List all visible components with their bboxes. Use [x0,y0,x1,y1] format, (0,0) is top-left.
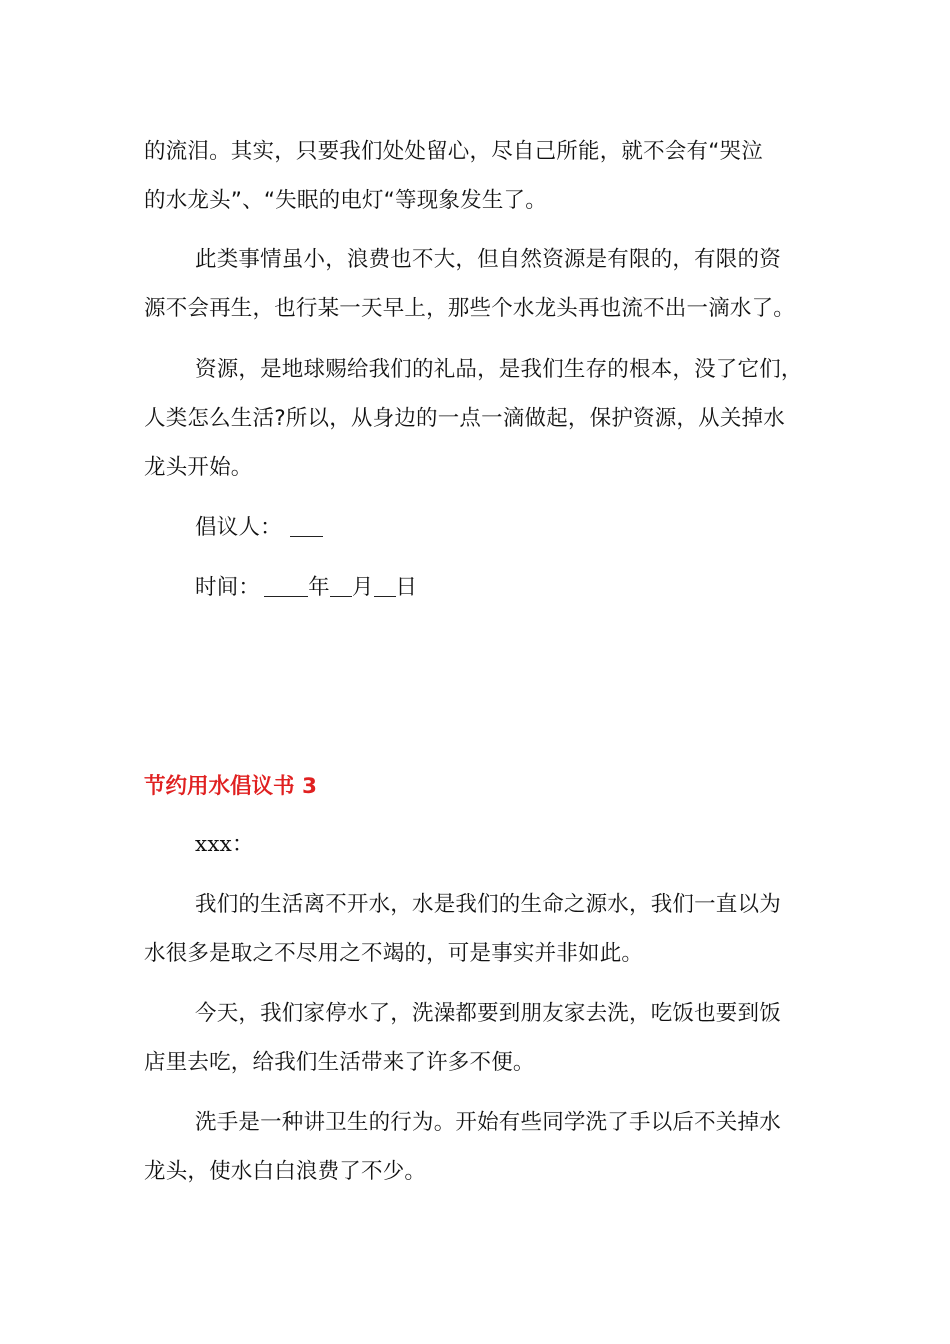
paragraph-line: 今天，我们家停水了，洗澡都要到朋友家去洗，吃饭也要到饭 [195,1001,781,1026]
paragraph-line: 水很多是取之不尽用之不竭的，可是事实并非如此。 [144,941,644,966]
paragraph-line: 龙头，使水白白浪费了不少。 [144,1159,427,1184]
paragraph-line: 的流泪。其实，只要我们处处留心，尽自己所能，就不会有“哭泣 [144,139,763,164]
paragraph-1 [144,127,814,225]
paragraph-line: 我们的生活离不开水，水是我们的生命之源水，我们一直以为 [195,892,781,917]
month-blank [330,572,352,597]
salutation [144,820,814,869]
paragraph-5 [144,989,814,1087]
paragraph-line: 店里去吃，给我们生活带来了许多不便。 [144,1050,535,1075]
year-blank [264,572,308,597]
paragraph-2 [144,235,814,333]
paragraph-line: 龙头开始。 [144,455,253,480]
proposer-line [144,503,814,552]
paragraph-4 [144,880,814,978]
proposer-blank [290,512,323,537]
paragraph-line: 人类怎么生活?所以，从身边的一点一滴做起，保护资源，从关掉水 [144,406,785,431]
month-label: 月 [351,575,374,600]
day-label: 日 [395,575,418,600]
section-heading: 节约用水倡议书 3 [144,774,317,799]
paragraph-3 [144,345,814,492]
paragraph-line: 源不会再生，也行某一天早上，那些个水龙头再也流不出一滴水了。 [144,296,796,321]
paragraph-line: 此类事情虽小，浪费也不大，但自然资源是有限的，有限的资 [195,247,781,272]
date-line [144,563,814,612]
paragraph-line: 资源，是地球赐给我们的礼品，是我们生存的根本，没了它们， [195,357,803,382]
document-page [144,0,814,1344]
date-label: 时间： [195,575,261,600]
paragraph-6 [144,1098,814,1196]
proposer-label: 倡议人： [195,515,282,540]
year-label: 年 [308,575,330,600]
day-blank [374,572,396,597]
paragraph-line: 的水龙头”、“失眠的电灯“等现象发生了。 [144,188,547,213]
salutation-text: xxx： [195,832,254,857]
paragraph-line: 洗手是一种讲卫生的行为。开始有些同学洗了手以后不关掉水 [195,1110,781,1135]
